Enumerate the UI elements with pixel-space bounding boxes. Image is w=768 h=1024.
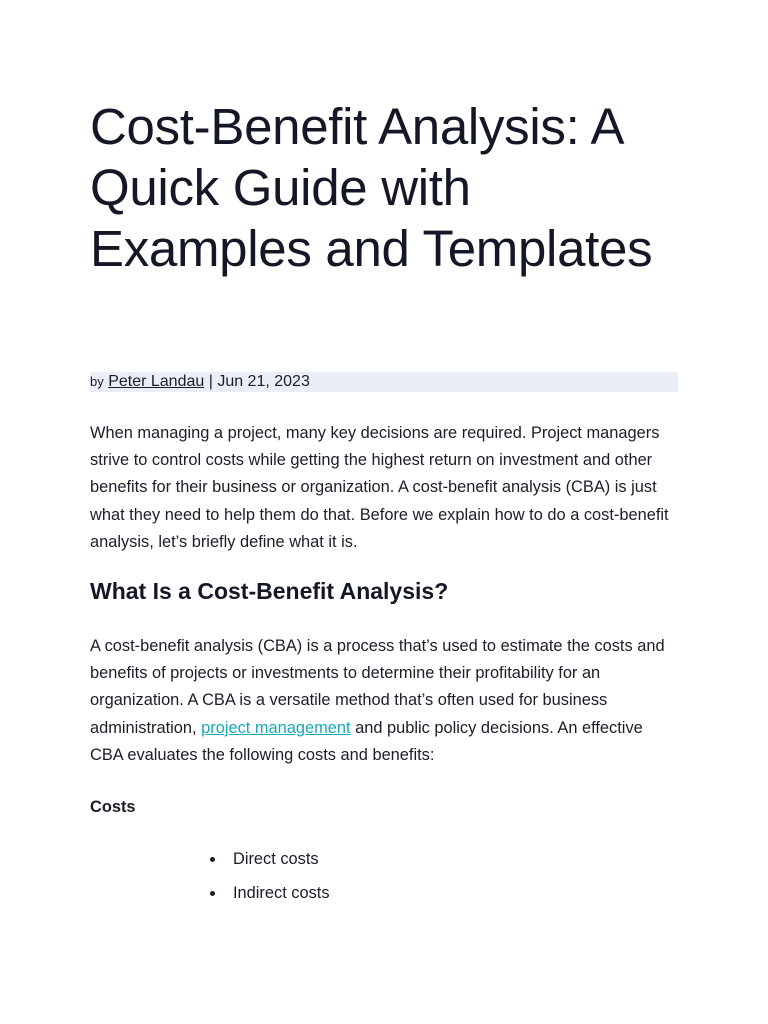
intro-paragraph: When managing a project, many key decisions are required. Project managers strive to control costs while getting the highest return on investment and other benefits for their business or organization. A cost-benefit analysis (CBA) is just what they need to help them do that. Before we explain how to do a cost-benefit analysis, let’s briefly define what it is. (90, 424, 669, 551)
costs-heading: Costs (90, 798, 136, 816)
bullet-icon (210, 891, 215, 896)
list-item-text: Direct costs (233, 850, 319, 868)
publish-date: Jun 21, 2023 (217, 373, 310, 390)
author-link[interactable]: Peter Landau (108, 373, 205, 390)
definition-text-after: and public policy decisions. An effective CBA evaluates the following costs and benefits: (90, 718, 643, 764)
article-title: Cost-Benefit Analysis: A Quick Guide with Examples and Templates (90, 98, 653, 277)
list-item-text: Indirect costs (233, 884, 330, 902)
bullet-icon (210, 857, 215, 862)
section-heading: What Is a Cost-Benefit Analysis? (90, 578, 449, 604)
definition-paragraph (90, 633, 680, 769)
list-item (210, 846, 330, 880)
byline (90, 372, 678, 392)
costs-list (210, 846, 330, 914)
project-management-link[interactable]: project management (201, 718, 351, 737)
byline-prefix: by (90, 374, 104, 389)
definition-text-before: A cost-benefit analysis (CBA) is a process that’s used to estimate the costs and benefits of projects or investments to determine their profitability for an organization. A CBA is a versatile method that’s often used for business administration, (90, 637, 665, 737)
list-item (210, 880, 330, 914)
byline-separator: | (204, 373, 218, 390)
